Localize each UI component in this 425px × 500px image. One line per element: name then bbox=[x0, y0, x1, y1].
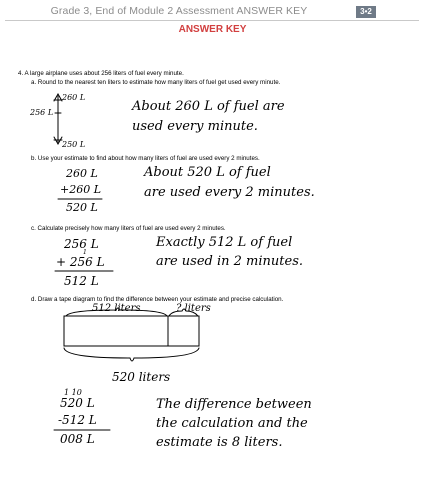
part-c-calc-row2: + 256 L bbox=[56, 255, 105, 269]
part-c-prompt: c. Calculate precisely how many liters of fuel are used every 2 minutes. bbox=[31, 225, 226, 232]
part-a-answer-line2: used every minute. bbox=[132, 119, 258, 134]
part-c-calc-result: 512 L bbox=[64, 274, 99, 288]
part-d-borrow: 1 10 bbox=[64, 388, 82, 397]
part-c-carry: 1 bbox=[83, 249, 87, 256]
part-d-answer-line3: estimate is 8 liters. bbox=[156, 435, 283, 450]
part-c-answer-line2: are used in 2 minutes. bbox=[156, 254, 303, 269]
tape-label-512: 512 liters bbox=[92, 303, 141, 314]
part-d-calc-row2: -512 L bbox=[58, 413, 97, 427]
part-a-prompt: a. Round to the nearest ten liters to estimate how many liters of fuel get used every minute. bbox=[31, 79, 281, 86]
part-b-calc-row1: 260 L bbox=[66, 167, 98, 180]
vertical-number-line bbox=[54, 94, 62, 144]
number-line-bottom-label: 250 L bbox=[62, 140, 86, 149]
header-title: Grade 3, End of Module 2 Assessment ANSWER KEY bbox=[50, 5, 308, 17]
tape-label-520: 520 liters bbox=[112, 370, 171, 384]
part-d-answer-line1: The difference between bbox=[156, 397, 312, 412]
part-b-calc-row2: +260 L bbox=[60, 183, 102, 196]
number-line-point-label: 256 L bbox=[30, 108, 54, 117]
part-d-calc-row1: 520 L bbox=[60, 396, 95, 410]
part-b-calc-result: 520 L bbox=[66, 201, 98, 214]
tape-label-question: ? liters bbox=[176, 303, 211, 314]
part-c-calc-row1: 256 L bbox=[64, 237, 99, 251]
part-b-answer-line2: are used every 2 minutes. bbox=[144, 185, 315, 200]
module-badge: 3•2 bbox=[356, 6, 376, 18]
part-b-answer-line1: About 520 L of fuel bbox=[144, 165, 271, 180]
tape-diagram bbox=[64, 308, 199, 361]
part-d-answer-line2: the calculation and the bbox=[156, 416, 308, 431]
problem-statement: 4. A large airplane uses about 256 liters of fuel every minute. bbox=[18, 70, 184, 77]
answer-key-label: ANSWER KEY bbox=[178, 24, 247, 35]
part-b-prompt: b. Use your estimate to find about how many liters of fuel are used every 2 minutes. bbox=[31, 155, 260, 162]
number-line-top-label: 260 L bbox=[62, 93, 86, 102]
part-c-answer-line1: Exactly 512 L of fuel bbox=[156, 235, 293, 250]
part-d-calc-result: 008 L bbox=[60, 432, 95, 446]
part-a-answer-line1: About 260 L of fuel are bbox=[132, 99, 285, 114]
part-d-prompt: d. Draw a tape diagram to find the difference between your estimate and precise calculation. bbox=[31, 296, 284, 303]
